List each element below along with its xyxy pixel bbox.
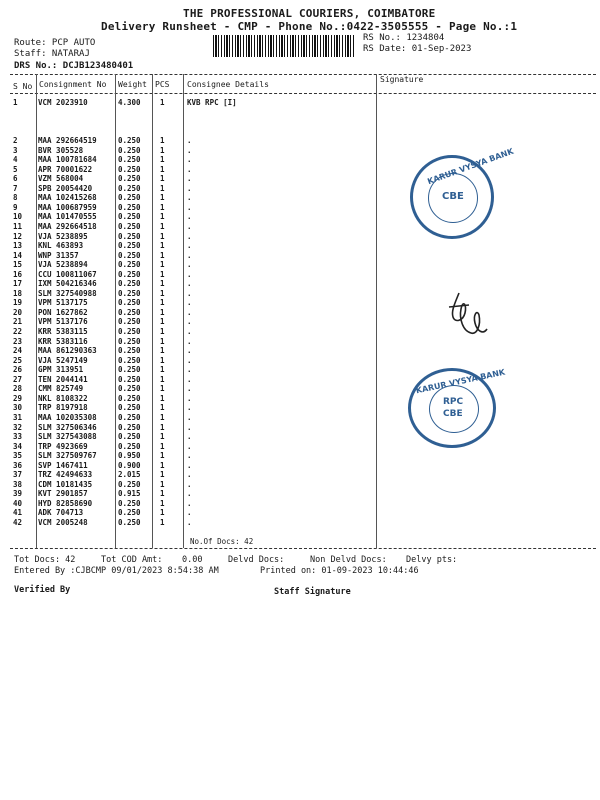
drs-number-row [14, 61, 133, 71]
row-weight: 0.250 [118, 298, 141, 308]
table-row [0, 518, 600, 527]
header-top-rule [10, 74, 596, 75]
row-consignee-details: . [187, 412, 192, 422]
row-consignment-no: WNP 31357 [38, 250, 79, 260]
row-weight: 0.250 [118, 403, 141, 413]
row-pcs: 1 [160, 374, 165, 384]
row-sno: 24 [13, 346, 23, 356]
table-row [0, 461, 600, 470]
table-row [0, 346, 600, 355]
stamp-branch: CBE [443, 409, 463, 419]
row-pcs: 1 [160, 155, 165, 165]
row-weight: 0.250 [118, 241, 141, 251]
row-consignment-no: BVR 305528 [38, 145, 84, 155]
row-sno: 21 [13, 317, 23, 327]
row-pcs: 1 [160, 145, 165, 155]
row-consignee-details: . [187, 460, 192, 470]
row-sno: 16 [13, 269, 23, 279]
rs-number: RS No.: 1234804 [363, 33, 445, 43]
row-consignment-no: CCU 100811067 [38, 269, 97, 279]
row-consignee-details: . [187, 307, 192, 317]
row-consignee-details: . [187, 193, 192, 203]
table-row [0, 251, 600, 260]
row-consignee-details: . [187, 279, 192, 289]
row-pcs: 1 [160, 346, 165, 356]
row-sno: 27 [13, 374, 23, 384]
row-consignment-no: MAA 100687959 [38, 202, 97, 212]
row-consignment-no: KVT 2901857 [38, 489, 88, 499]
row-pcs: 1 [160, 279, 165, 289]
table-row [0, 298, 600, 307]
drs-number: DCJB123480401 [62, 61, 134, 71]
document-title: THE PROFESSIONAL COURIERS, COIMBATORE [183, 7, 436, 20]
staff-signature: Staff Signature [274, 587, 351, 597]
row-consignment-no: VZM 568004 [38, 174, 84, 184]
row-consignment-no: SVP 1467411 [38, 460, 88, 470]
row-consignee-details: . [187, 403, 192, 413]
row-weight: 0.250 [118, 365, 141, 375]
row-consignee-details: KVB RPC [I] [187, 98, 237, 107]
tot-cod-label: Tot COD Amt: [101, 555, 163, 565]
row-weight: 0.250 [118, 250, 141, 260]
row-sno: 17 [13, 279, 23, 289]
row-weight: 0.250 [118, 498, 141, 508]
row-consignee-details: . [187, 202, 192, 212]
row-pcs: 1 [160, 432, 165, 442]
row-weight: 0.250 [118, 441, 141, 451]
row-consignee-details: . [187, 241, 192, 251]
row-consignee-details: . [187, 231, 192, 241]
row-consignee-details: . [187, 155, 192, 165]
bank-stamp-rpc [408, 367, 506, 448]
route: Route: PCP AUTO [14, 38, 96, 48]
row-consignee-details: . [187, 346, 192, 356]
row-weight: 0.250 [118, 432, 141, 442]
printed-on: Printed on: 01-09-2023 10:44:46 [260, 566, 419, 576]
row-weight: 0.250 [118, 317, 141, 327]
row-consignment-no: SLM 327540988 [38, 288, 97, 298]
table-row [0, 394, 600, 403]
row-pcs: 1 [160, 202, 165, 212]
staff: Staff: NATARAJ [14, 49, 90, 59]
row-consignment-no: HYD 82858690 [38, 498, 93, 508]
row-consignment-no: MAA 861290363 [38, 346, 97, 356]
row-consignment-no: VPM 5137175 [38, 298, 88, 308]
row-consignee-details: . [187, 498, 192, 508]
row-weight: 0.950 [118, 451, 141, 461]
row-pcs: 1 [160, 518, 165, 527]
row-pcs: 1 [160, 298, 165, 308]
row-consignee-details: . [187, 317, 192, 327]
row-weight: 0.250 [118, 221, 141, 231]
row-weight: 0.250 [118, 288, 141, 298]
row-sno: 22 [13, 327, 23, 336]
row-sno: 33 [13, 432, 23, 442]
row-consignment-no: NKL 8108322 [38, 393, 88, 403]
row-pcs: 1 [160, 212, 165, 222]
row-pcs: 1 [160, 365, 165, 375]
row-pcs: 1 [160, 221, 165, 231]
table-row [0, 480, 600, 489]
row-weight: 0.915 [118, 489, 141, 499]
row-consignment-no: KRR 5383116 [38, 336, 88, 346]
row-consignee-details: . [187, 441, 192, 451]
col-pcs: PCS [155, 80, 170, 89]
col-sno: S No [13, 82, 33, 91]
table-row [0, 241, 600, 250]
table-row [0, 308, 600, 317]
row-sno: 42 [13, 518, 23, 527]
row-consignee-details: . [187, 422, 192, 432]
table-row [0, 423, 600, 432]
row-sno: 10 [13, 212, 23, 222]
row-consignment-no: MAA 101470555 [38, 212, 97, 222]
row-consignment-no: VJA 5238894 [38, 260, 88, 270]
row-consignee-details: . [187, 164, 192, 174]
row-sno: 5 [13, 164, 18, 174]
rs-date: RS Date: 01-Sep-2023 [363, 44, 472, 54]
row-consignee-details: . [187, 384, 192, 394]
row-consignment-no: MAA 292664518 [38, 221, 97, 231]
table-row [0, 432, 600, 441]
row-sno: 23 [13, 336, 23, 346]
header-bottom-rule [10, 93, 596, 94]
drs-label: DRS No.: [14, 61, 58, 71]
row-consignee-details: . [187, 508, 192, 518]
row-consignee-details: . [187, 174, 192, 184]
row-pcs: 1 [160, 288, 165, 298]
row-pcs: 1 [160, 422, 165, 432]
row-consignment-no: VCM 2023910 [38, 98, 88, 107]
row-sno: 1 [13, 98, 18, 107]
row-weight: 0.250 [118, 374, 141, 384]
table-row [0, 317, 600, 326]
row-consignee-details: . [187, 269, 192, 279]
table-row [0, 442, 600, 451]
row-pcs: 1 [160, 269, 165, 279]
row-pcs: 1 [160, 98, 165, 107]
row-weight: 2.015 [118, 470, 141, 480]
row-pcs: 1 [160, 231, 165, 241]
row-sno: 35 [13, 451, 23, 461]
table-row [0, 184, 600, 193]
row-weight: 0.250 [118, 355, 141, 365]
row-pcs: 1 [160, 250, 165, 260]
tot-docs: Tot Docs: 42 [14, 555, 76, 565]
table-row [0, 279, 600, 288]
table-row [0, 337, 600, 346]
row-consignee-details: . [187, 288, 192, 298]
row-pcs: 1 [160, 336, 165, 346]
row-consignee-details: . [187, 145, 192, 155]
delivery-points: Delvy pts: [406, 555, 458, 565]
table-row [0, 365, 600, 374]
row-pcs: 1 [160, 412, 165, 422]
row-sno: 31 [13, 412, 23, 422]
row-weight: 0.250 [118, 327, 141, 336]
row-pcs: 1 [160, 393, 165, 403]
row-consignment-no: VJA 5238895 [38, 231, 88, 241]
row-sno: 14 [13, 250, 23, 260]
table-row [0, 193, 600, 202]
row-weight: 0.250 [118, 346, 141, 356]
row-consignment-no: IXM 504216346 [38, 279, 97, 289]
row-weight: 0.250 [118, 202, 141, 212]
row-pcs: 1 [160, 260, 165, 270]
row-consignment-no: ADK 704713 [38, 508, 84, 518]
row-consignment-no: MAA 292664519 [38, 136, 97, 145]
table-row [0, 375, 600, 384]
row-sno: 36 [13, 460, 23, 470]
row-pcs: 1 [160, 193, 165, 203]
row-pcs: 1 [160, 241, 165, 251]
row-sno: 29 [13, 393, 23, 403]
row-consignee-details: . [187, 489, 192, 499]
row-consignment-no: PON 1627862 [38, 307, 88, 317]
row-weight: 0.250 [118, 174, 141, 184]
tot-cod-amount: 0.00 [182, 555, 203, 565]
table-row [0, 451, 600, 460]
row-sno: 13 [13, 241, 23, 251]
row-pcs: 1 [160, 317, 165, 327]
row-consignee-details: . [187, 470, 192, 480]
row-consignment-no: GPM 313951 [38, 365, 84, 375]
row-weight: 0.250 [118, 422, 141, 432]
table-row [0, 136, 600, 145]
handwritten-signature [445, 285, 495, 345]
row-consignment-no: KRR 5383115 [38, 327, 88, 336]
row-sno: 18 [13, 288, 23, 298]
row-consignment-no: SLM 327509767 [38, 451, 97, 461]
entered-by: Entered By :CJBCMP 09/01/2023 8:54:38 AM [14, 566, 219, 576]
barcode [213, 35, 355, 57]
row-weight: 0.250 [118, 518, 141, 527]
row-sno: 8 [13, 193, 18, 203]
row-consignment-no: TRP 8197918 [38, 403, 88, 413]
row-weight: 0.250 [118, 145, 141, 155]
row-consignee-details: . [187, 212, 192, 222]
row-sno: 3 [13, 145, 18, 155]
row-sno: 6 [13, 174, 18, 184]
row-consignment-no: MAA 100781684 [38, 155, 97, 165]
row-sno: 11 [13, 221, 23, 231]
row-consignment-no: KNL 463893 [38, 241, 84, 251]
row-consignment-no: VPM 5137176 [38, 317, 88, 327]
row-pcs: 1 [160, 470, 165, 480]
table-row [0, 384, 600, 393]
row-pcs: 1 [160, 403, 165, 413]
row-consignee-details: . [187, 221, 192, 231]
row-consignee-details: . [187, 183, 192, 193]
row-consignee-details: . [187, 250, 192, 260]
row-consignee-details: . [187, 393, 192, 403]
row-consignee-details: . [187, 260, 192, 270]
row-pcs: 1 [160, 136, 165, 145]
col-signature: Signature [380, 75, 424, 84]
row-pcs: 1 [160, 441, 165, 451]
table-row [0, 508, 600, 517]
row-pcs: 1 [160, 174, 165, 184]
row-consignment-no: TEN 2044141 [38, 374, 88, 384]
row-consignment-no: SPB 20054420 [38, 183, 93, 193]
row-pcs: 1 [160, 479, 165, 489]
table-row [0, 165, 600, 174]
row-weight: 0.250 [118, 183, 141, 193]
row-consignee-details: . [187, 136, 192, 145]
row-consignment-no: CMM 825749 [38, 384, 84, 394]
table-row [0, 203, 600, 212]
table-row [0, 327, 600, 336]
row-weight: 0.250 [118, 164, 141, 174]
row-consignment-no: TRZ 42494633 [38, 470, 93, 480]
row-sno: 2 [13, 136, 18, 145]
row-sno: 12 [13, 231, 23, 241]
stamp-bank-name: KARUR VYSYA BANK [415, 367, 506, 396]
table-row [0, 222, 600, 231]
table-row [0, 489, 600, 498]
table-row [0, 232, 600, 241]
row-weight: 0.250 [118, 193, 141, 203]
row-consignment-no: VJA 5247149 [38, 355, 88, 365]
row-consignee-details: . [187, 327, 192, 336]
row-weight: 0.250 [118, 212, 141, 222]
col-weight: Weight [118, 80, 147, 89]
row-sno: 38 [13, 479, 23, 489]
row-consignment-no: MAA 102415268 [38, 193, 97, 203]
table-row [0, 98, 600, 107]
row-consignment-no: SLM 327543088 [38, 432, 97, 442]
table-row [0, 270, 600, 279]
stamp-branch: CBE [442, 191, 464, 202]
row-pcs: 1 [160, 384, 165, 394]
row-sno: 40 [13, 498, 23, 508]
row-sno: 20 [13, 307, 23, 317]
document-subtitle: Delivery Runsheet - CMP - Phone No.:0422-3505555 - Page No.:1 [101, 20, 518, 33]
row-consignee-details: . [187, 451, 192, 461]
row-pcs: 1 [160, 183, 165, 193]
row-weight: 0.250 [118, 336, 141, 346]
row-weight: 0.250 [118, 279, 141, 289]
row-consignment-no: TRP 4923669 [38, 441, 88, 451]
row-sno: 32 [13, 422, 23, 432]
table-bottom-rule [10, 548, 596, 549]
bank-stamp-cbe [410, 146, 515, 239]
row-sno: 25 [13, 355, 23, 365]
row-sno: 41 [13, 508, 23, 518]
table-row [0, 260, 600, 269]
row-consignment-no: MAA 102035308 [38, 412, 97, 422]
row-sno: 19 [13, 298, 23, 308]
table-row [0, 470, 600, 479]
row-weight: 0.250 [118, 384, 141, 394]
row-weight: 0.250 [118, 136, 141, 145]
row-weight: 0.250 [118, 155, 141, 165]
row-weight: 0.250 [118, 508, 141, 518]
row-consignment-no: VCM 2005248 [38, 518, 88, 527]
no-of-docs: No.Of Docs: 42 [190, 537, 254, 546]
row-consignee-details: . [187, 432, 192, 442]
stamp-bank-name: KARUR VYSYA BANK [426, 146, 515, 187]
row-pcs: 1 [160, 498, 165, 508]
row-consignment-no: CDM 10181435 [38, 479, 93, 489]
table-row [0, 403, 600, 412]
row-pcs: 1 [160, 451, 165, 461]
col-consignment: Consignment No [39, 80, 107, 89]
row-weight: 0.250 [118, 269, 141, 279]
row-consignee-details: . [187, 336, 192, 346]
table-row [0, 499, 600, 508]
row-consignee-details: . [187, 298, 192, 308]
row-consignment-no: APR 70001622 [38, 164, 93, 174]
verified-by: Verified By [14, 585, 71, 595]
row-sno: 37 [13, 470, 23, 480]
row-sno: 7 [13, 183, 18, 193]
row-sno: 4 [13, 155, 18, 165]
row-sno: 34 [13, 441, 23, 451]
row-consignee-details: . [187, 479, 192, 489]
row-pcs: 1 [160, 327, 165, 336]
row-consignment-no: SLM 327506346 [38, 422, 97, 432]
table-row [0, 356, 600, 365]
row-pcs: 1 [160, 460, 165, 470]
row-sno: 39 [13, 489, 23, 499]
row-sno: 26 [13, 365, 23, 375]
row-pcs: 1 [160, 489, 165, 499]
table-row [0, 212, 600, 221]
row-weight: 0.250 [118, 412, 141, 422]
row-sno: 30 [13, 403, 23, 413]
row-weight: 0.250 [118, 479, 141, 489]
non-delivered-docs: Non Delvd Docs: [310, 555, 387, 565]
row-sno: 9 [13, 202, 18, 212]
row-pcs: 1 [160, 164, 165, 174]
table-row [0, 289, 600, 298]
row-sno: 15 [13, 260, 23, 270]
row-consignee-details: . [187, 355, 192, 365]
row-consignee-details: . [187, 374, 192, 384]
delivered-docs: Delvd Docs: [228, 555, 285, 565]
table-row [0, 413, 600, 422]
col-consignee-details: Consignee Details [187, 80, 269, 89]
row-consignee-details: . [187, 365, 192, 375]
row-pcs: 1 [160, 355, 165, 365]
row-sno: 28 [13, 384, 23, 394]
row-pcs: 1 [160, 508, 165, 518]
row-consignee-details: . [187, 518, 192, 527]
row-weight: 0.250 [118, 307, 141, 317]
row-weight: 0.250 [118, 231, 141, 241]
row-weight: 0.250 [118, 393, 141, 403]
row-pcs: 1 [160, 307, 165, 317]
row-weight: 4.300 [118, 98, 141, 107]
row-weight: 0.900 [118, 460, 141, 470]
stamp-unit: RPC [443, 397, 464, 407]
row-weight: 0.250 [118, 260, 141, 270]
table-row [0, 174, 600, 183]
